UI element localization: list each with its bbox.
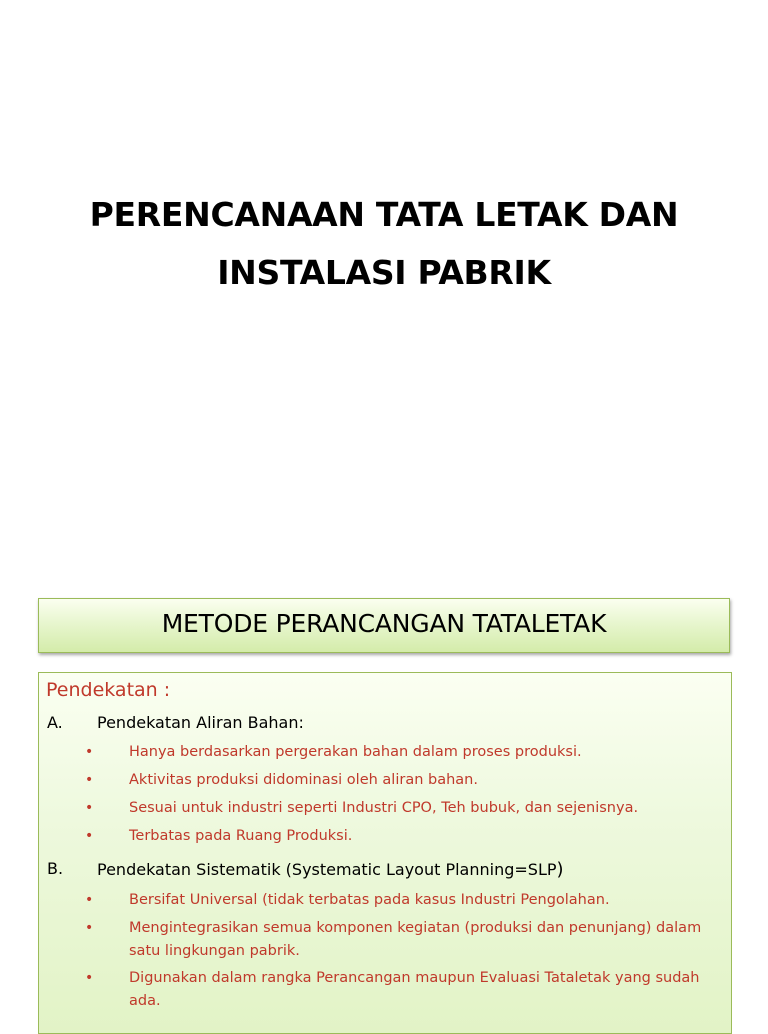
content-box	[38, 672, 732, 1034]
section-b-letter: B.	[47, 859, 64, 878]
bullet-text: Terbatas pada Ruang Produksi.	[129, 828, 353, 844]
section-a-label: Pendekatan Aliran Bahan:	[97, 713, 304, 732]
title-line-1: PERENCANAAN TATA LETAK DAN	[89, 195, 679, 234]
content-slide	[0, 576, 768, 1024]
bullet-text: Digunakan dalam rangka Perancangan maupun Evaluasi Tataletak yang sudah ada.	[129, 970, 700, 1009]
bullet-icon: •	[85, 772, 94, 788]
bullet-text: Hanya berdasarkan pergerakan bahan dalam proses produksi.	[129, 744, 582, 760]
section-b-label: Pendekatan Sistematik (Systematic Layout Planning=SLP	[97, 860, 557, 879]
bullet-icon: •	[85, 970, 94, 986]
bullet-text: Bersifat Universal (tidak terbatas pada kasus Industri Pengolahan.	[129, 892, 610, 908]
title-line-2: INSTALASI PABRIK	[217, 253, 551, 292]
intro-label: Pendekatan :	[46, 679, 171, 701]
section-b-label-close: )	[556, 859, 564, 880]
bullet-icon: •	[85, 828, 94, 844]
list-item	[85, 917, 705, 963]
list-item	[85, 967, 705, 1013]
bullet-icon: •	[85, 744, 94, 760]
bullet-icon: •	[85, 892, 94, 908]
list-item	[85, 825, 705, 848]
list-item	[85, 741, 705, 764]
list-item	[85, 769, 705, 792]
heading-box	[38, 598, 730, 653]
section-b-label-wrap	[97, 859, 564, 880]
list-item	[85, 889, 705, 912]
bullet-icon: •	[85, 800, 94, 816]
bullet-icon: •	[85, 920, 94, 936]
list-item	[85, 797, 705, 820]
slide-title	[30, 186, 738, 302]
slide-heading: METODE PERANCANGAN TATALETAK	[161, 609, 607, 638]
bullet-text: Sesuai untuk industri seperti Industri CPO, Teh bubuk, dan sejenisnya.	[129, 800, 639, 816]
section-a-letter: A.	[47, 713, 63, 732]
bullet-text: Aktivitas produksi didominasi oleh aliran bahan.	[129, 772, 478, 788]
bullet-text: Mengintegrasikan semua komponen kegiatan (produksi dan penunjang) dalam satu lingkungan pabrik.	[129, 920, 702, 959]
